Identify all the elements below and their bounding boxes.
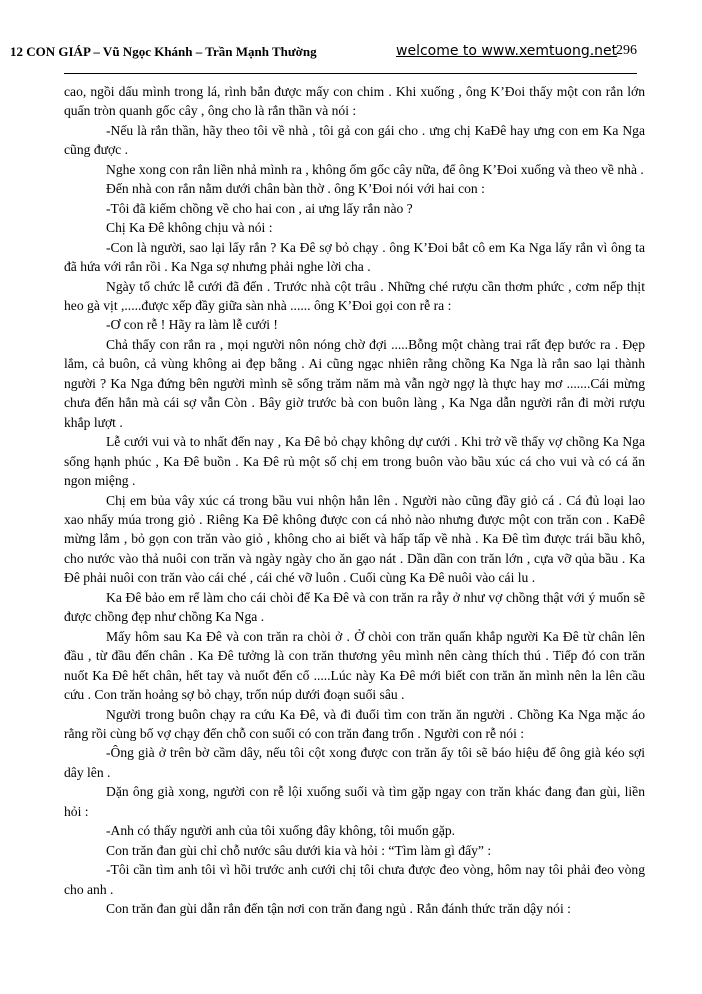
paragraph: -Con là người, sao lại lấy rắn ? Ka Đê sợ bỏ chạy . ông K’Đoi bắt cô em Ka Nga lấy rắn vì ông ta đã hứa với rắn rồi . Ka Nga sợ nhưng phải nghe lời cha . [64,239,645,275]
paragraph: Ka Đê bảo em rể làm cho cái chòi để Ka Đê và con trăn ra rẫy ở như vợ chồng thật với ý muốn sẽ được chồng đẹp như chồng Ka Nga . [64,589,645,625]
page-number: 296 [616,43,637,58]
header-divider [64,73,637,74]
header-title: 12 CON GIÁP – Vũ Ngọc Khánh – Trần Mạnh Thường [10,44,317,59]
paragraph: -Anh có thấy người anh của tôi xuống đây không, tôi muốn gặp. [106,823,456,839]
paragraph: Chị em bủa vây xúc cá trong bầu vui nhộn hẳn lên . Người nào cũng đầy giỏ cá . Cá đủ loại lao xao nhẩy múa trong giỏ . Riêng Ka Đê không được con cá nhỏ nào nhưng được một con trăn con . KaĐê mừng lắm , bỏ gọn con trăn vào giỏ , không cho ai biết và hấp tấp về nhà . Ka Đê tìm được trái bầu khô, cho nước vào thả nuôi con trăn và ngày ngày cho ăn gạo nát . Dần dần con trăn lớn , cựa vỡ qủa bầu . Ka Đê phải nuôi con trăn vào cái ché , cái ché vỡ luôn . Cuối cùng Ka Đê nuôi vào cái lu . [64,492,645,586]
paragraph: Nghe xong con rắn liền nhả mình ra , không ốm gốc cây nữa, để ông K’Đoi xuống và theo về nhà . [106,161,644,177]
paragraph: -Tôi đã kiếm chồng về cho hai con , ai ưng lấy rắn nào ? [106,200,413,216]
paragraph: -Nếu là rắn thần, hãy theo tôi về nhà , tôi gả con gái cho . ưng chị KaĐê hay ưng con em Ka Nga cũng được . [64,122,645,158]
paragraph: Con trăn đan gùi dẫn rắn đến tận nơi con trăn đang ngủ . Rắn đánh thức trăn dậy nói : [106,901,571,917]
paragraph: Mấy hôm sau Ka Đê và con trăn ra chòi ở . Ở chòi con trăn quấn khắp người Ka Đê từ chân lên đầu , từ đầu đến chân . Ka Đê tưởng là con trăn thương yêu mình nên càng thích thú . Tiếp đó con trăn nuốt Ka Đê hết chân, hết tay và nuốt đến cổ .....Lúc này Ka Đê mới biết con trăn ăn mình nên la lên cầu cứu . Con trăn hoảng sợ bỏ chạy, trốn núp dưới đoạn suối sâu . [64,628,645,703]
paragraph: Con trăn đan gùi chỉ chỗ nước sâu dưới kia và hỏi : “Tìm làm gì đấy” : [106,842,492,858]
paragraph: Dặn ông già xong, người con rễ lội xuống suối và tìm gặp ngay con trăn khác đang đan gùi, liền hỏi : [64,784,645,819]
paragraph: -Ơ con rễ ! Hãy ra làm lễ cưới ! [106,317,278,333]
paragraph: cao, ngồi dấu mình trong lá, rình bắn được mấy con chim . Khi xuống , ông K’Đoi thấy một con rắn lớn quấn tròn quanh gốc cây , ông cho là rắn thần và nói : [64,84,645,119]
paragraph: -Tôi cần tìm anh tôi vì hồi trước anh cưới chị tôi chưa được đeo vòng, hôm nay tôi phải đeo vòng cho anh . [64,862,645,897]
paragraph: Đến nhà con rắn nằm dưới chân bàn thờ . ông K’Đoi nói với hai con : [106,181,485,197]
paragraph: Người trong buôn chạy ra cứu Ka Đê, và đi đuổi tìm con trăn ăn người . Chồng Ka Nga mặc áo rằng rồi cùng bố vợ chạy đến chỗ con suối có con trăn đang trốn . Người con rễ nói : [64,706,645,741]
paragraph: Chả thấy con rắn ra , mọi người nôn nóng chờ đợi .....Bỗng một chàng trai rất đẹp bước ra . Đẹp lắm, cả buôn, cả vùng không ai đẹp bằng . Ai cũng ngạc nhiên rằng chồng Ka Nga là rắn sao lại thành người ? Ka Nga đứng bên người mình sẽ sống trăm năm mà vẫn ngờ ngợ là thực hay mơ .......Cái mừng chưa đến hẳn mà cái sợ vẫn Còn . Bây giờ trước bà con buôn làng , Ka Nga dẫn người rắn đi mời rượu khắp lượt . [64,336,645,430]
paragraph: Lễ cưới vui và to nhất đến nay , Ka Đê bỏ chạy không dự cưới . Khi trở về thấy vợ chồng Ka Nga sống hạnh phúc , Ka Đê buồn . Ka Đê rủ một số chị em trong buôn vào bầu xúc cá cho vui và có cá ăn ngon miệng . [64,434,645,489]
paragraph: Chị Ka Đê không chịu và nói : [106,220,273,236]
paragraph: -Ông già ở trên bờ cầm dây, nếu tôi cột xong được con trăn ấy tôi sẽ báo hiệu để ông già kéo sợi dây lên . [64,745,645,780]
paragraph: Ngày tổ chức lễ cưới đã đến . Trước nhà cột trâu . Những ché rượu cần thơm phức , cơm nếp thịt heo gà vịt ,.....được xếp đầy giữa sàn nhà ...... ông K’Đoi gọi con rễ ra : [64,278,645,313]
page-body [64,82,645,918]
website-link[interactable]: welcome to www.xemtuong.net [396,43,618,59]
